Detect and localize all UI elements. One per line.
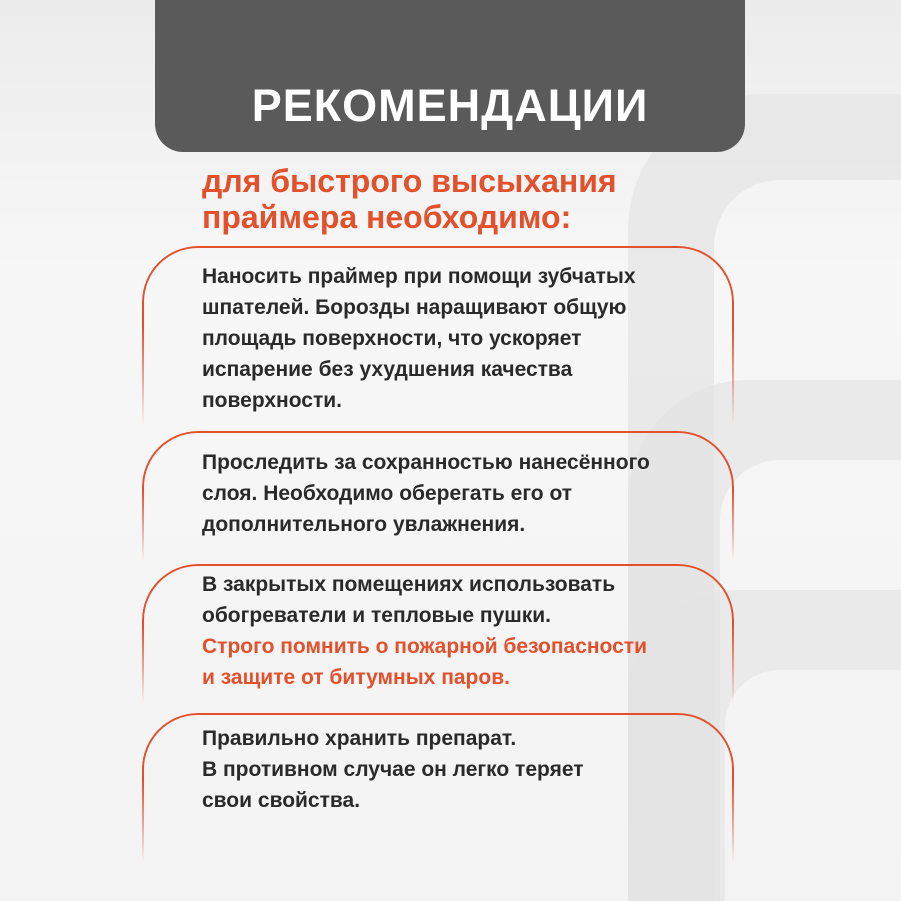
recommendation-card	[202, 261, 742, 416]
card-text-line: обогреватели и тепловые пушки.	[202, 604, 552, 627]
card-warning-line: и защите от битумных паров.	[202, 666, 510, 689]
recommendation-card	[202, 569, 742, 693]
card-text-line: Проследить за сохранностью нанесённого	[202, 451, 650, 474]
subtitle-line: для быстрого высыхания	[202, 163, 617, 199]
header-banner	[155, 0, 745, 152]
subtitle	[202, 163, 617, 235]
card-text-line: испарение без ухудшения качества	[202, 358, 573, 381]
card-text-line: площадь поверхности, что ускоряет	[202, 327, 582, 350]
card-text-line: слоя. Необходимо оберегать его от	[202, 482, 573, 505]
card-text-line: поверхности.	[202, 389, 342, 412]
card-text-line: дополнительного увлажнения.	[202, 513, 526, 536]
card-text-line: В противном случае он легко теряет	[202, 758, 584, 781]
card-text-line: свои свойства.	[202, 789, 361, 812]
card-text-line: шпателей. Борозды наращивают общую	[202, 296, 627, 319]
recommendation-card	[202, 723, 742, 816]
recommendation-card	[202, 447, 742, 540]
card-text-line: В закрытых помещениях использовать	[202, 573, 616, 596]
subtitle-line: праймера необходимо:	[202, 199, 572, 235]
card-warning-line: Строго помнить о пожарной безопасности	[202, 635, 647, 658]
card-text-line: Наносить праймер при помощи зубчатых	[202, 265, 636, 288]
page-title: РЕКОМЕНДАЦИИ	[251, 80, 649, 131]
card-text-line: Правильно хранить препарат.	[202, 727, 517, 750]
